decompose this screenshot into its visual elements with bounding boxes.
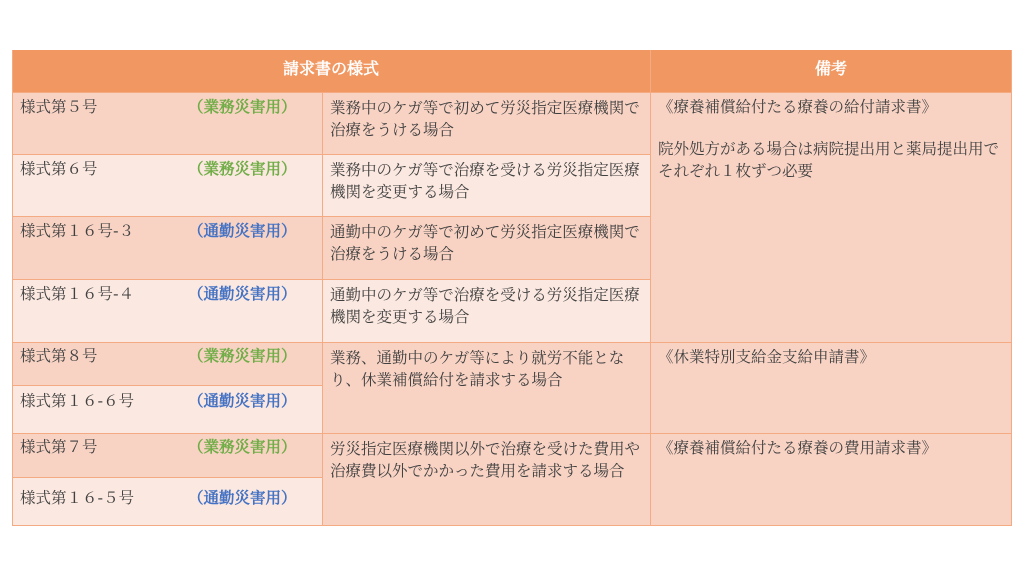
description-cell-leave bbox=[322, 342, 650, 433]
form-name: 様式第１６号-３ bbox=[20, 222, 135, 240]
category-work: （業務災害用） bbox=[188, 98, 297, 116]
category-work: （業務災害用） bbox=[188, 160, 297, 178]
grid-line bbox=[12, 50, 13, 526]
category-commute: （通勤災害用） bbox=[188, 285, 297, 303]
claim-forms-table bbox=[12, 50, 1012, 526]
description-text: 業務中のケガ等で治療を受ける労災指定医療機関を変更する場合 bbox=[330, 161, 640, 201]
grid-line bbox=[12, 433, 1012, 434]
description-cell-expense bbox=[322, 433, 650, 526]
table-row bbox=[12, 385, 322, 433]
form-name: 様式第１６号-４ bbox=[20, 285, 135, 303]
description-cell bbox=[322, 216, 650, 279]
notes-title: 《休業特別支給金支給申請書》 bbox=[658, 348, 876, 366]
description-text: 通勤中のケガ等で治療を受ける労災指定医療機関を変更する場合 bbox=[330, 286, 640, 326]
notes-title: 《療養補償給付たる療養の給付請求書》 bbox=[658, 98, 938, 116]
form-name: 様式第７号 bbox=[20, 438, 98, 456]
table-row bbox=[12, 154, 322, 216]
header-notes: 備考 bbox=[650, 50, 1012, 92]
table-row bbox=[12, 279, 322, 342]
category-work: （業務災害用） bbox=[188, 347, 297, 365]
description-cell bbox=[322, 279, 650, 342]
notes-cell-expense bbox=[650, 433, 1012, 526]
table-row bbox=[12, 92, 322, 154]
grid-line bbox=[650, 50, 651, 526]
description-cell bbox=[322, 154, 650, 216]
description-text: 労災指定医療機関以外で治療を受けた費用や治療費以外でかかった費用を請求する場合 bbox=[330, 440, 641, 480]
category-commute: （通勤災害用） bbox=[188, 222, 297, 240]
description-text: 業務中のケガ等で初めて労災指定医療機関で治療をうける場合 bbox=[330, 99, 640, 139]
table-row bbox=[12, 477, 322, 526]
form-name: 様式第１６-６号 bbox=[20, 392, 135, 410]
category-work: （業務災害用） bbox=[188, 438, 297, 456]
table-row bbox=[12, 216, 322, 279]
notes-text: 院外処方がある場合は病院提出用と薬局提出用でそれぞれ１枚ずつ必要 bbox=[658, 140, 1000, 180]
grid-line bbox=[12, 154, 650, 155]
description-text: 通勤中のケガ等で初めて労災指定医療機関で治療をうける場合 bbox=[330, 223, 640, 263]
header-form-style: 請求書の様式 bbox=[12, 50, 650, 92]
grid-line bbox=[12, 477, 322, 478]
grid-line bbox=[12, 342, 1012, 343]
grid-line bbox=[322, 92, 323, 526]
grid-line bbox=[12, 92, 1012, 93]
form-name: 様式第５号 bbox=[20, 98, 98, 116]
form-name: 様式第６号 bbox=[20, 160, 98, 178]
grid-line bbox=[12, 216, 650, 217]
table-row bbox=[12, 433, 322, 477]
description-cell bbox=[322, 92, 650, 154]
notes-cell-leave bbox=[650, 342, 1012, 433]
category-commute: （通勤災害用） bbox=[188, 392, 297, 410]
table-row bbox=[12, 342, 322, 385]
category-commute: （通勤災害用） bbox=[188, 489, 297, 507]
notes-title: 《療養補償給付たる療養の費用請求書》 bbox=[658, 439, 938, 457]
grid-line bbox=[1011, 50, 1012, 526]
description-text: 業務、通勤中のケガ等により就労不能となり、休業補償給付を請求する場合 bbox=[330, 349, 625, 389]
grid-line bbox=[12, 385, 322, 386]
grid-line bbox=[12, 525, 1012, 526]
grid-line bbox=[12, 279, 650, 280]
form-name: 様式第８号 bbox=[20, 347, 98, 365]
notes-cell-medical bbox=[650, 92, 1012, 342]
form-name: 様式第１６-５号 bbox=[20, 489, 135, 507]
